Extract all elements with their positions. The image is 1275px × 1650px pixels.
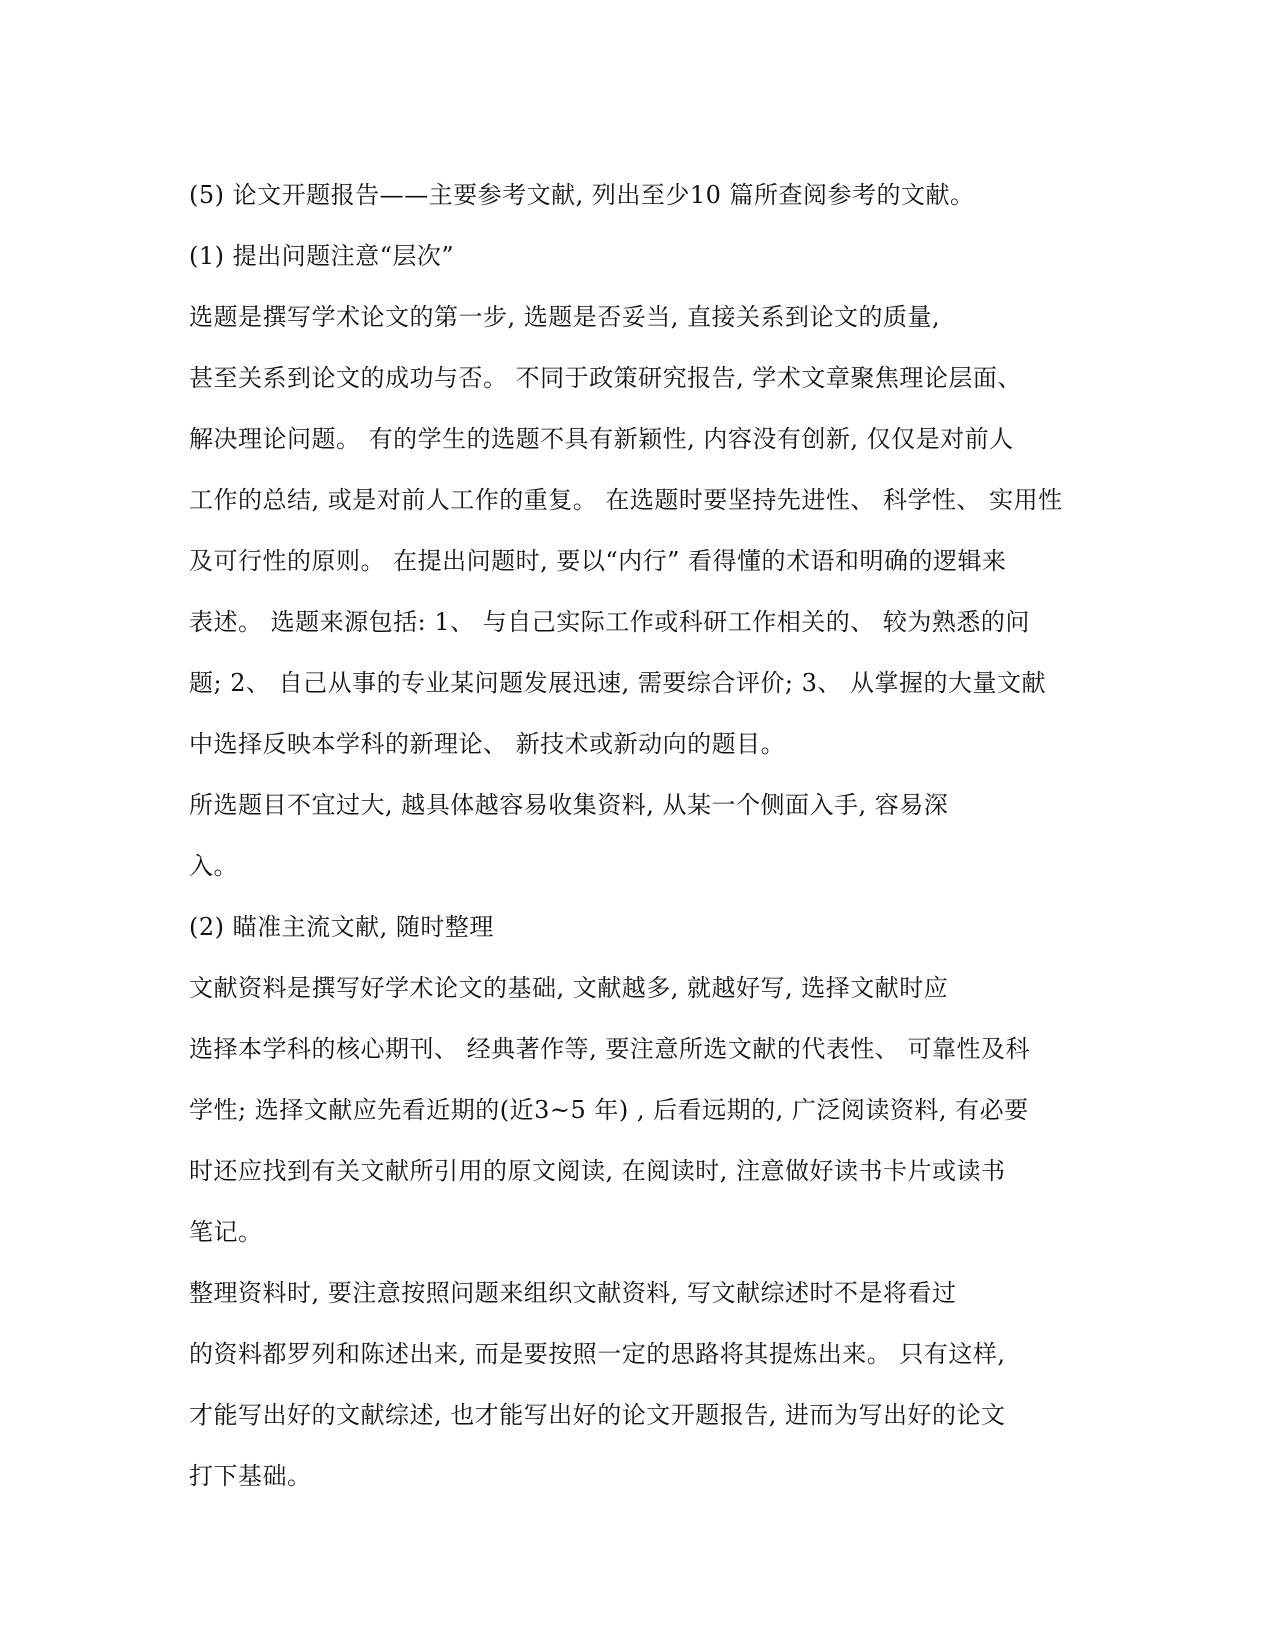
document-body — [189, 175, 1099, 1517]
text-line: 解决理论问题。 有的学生的选题不具有新颖性, 内容没有创新, 仅仅是对前人 — [189, 425, 1014, 453]
text-line: 文献资料是撰写好学术论文的基础, 文献越多, 就越好写, 选择文献时应 — [189, 974, 949, 1002]
text-line: 所选题目不宜过大, 越具体越容易收集资料, 从某一个侧面入手, 容易深 — [189, 791, 949, 819]
text-line: 题; 2、 自己从事的专业某问题发展迅速, 需要综合评价; 3、 从掌握的大量文献 — [189, 669, 1046, 697]
text-line: 选题是撰写学术论文的第一步, 选题是否妥当, 直接关系到论文的质量, — [189, 303, 941, 331]
text-line: 选择本学科的核心期刊、 经典著作等, 要注意所选文献的代表性、 可靠性及科 — [189, 1035, 1031, 1063]
text-line: 时还应找到有关文献所引用的原文阅读, 在阅读时, 注意做好读书卡片或读书 — [189, 1157, 1006, 1185]
text-line: 入。 — [189, 852, 238, 880]
text-line: 表述。 选题来源包括: 1、 与自己实际工作或科研工作相关的、 较为熟悉的问 — [189, 608, 1030, 636]
heading-problem-levels: (1) 提出问题注意“层次” — [189, 242, 455, 270]
text-line: 中选择反映本学科的新理论、 新技术或新动向的题目。 — [189, 730, 786, 758]
text-line: 整理资料时, 要注意按照问题来组织文献资料, 写文献综述时不是将看过 — [189, 1279, 957, 1307]
text-line: 及可行性的原则。 在提出问题时, 要以“内行” 看得懂的术语和明确的逻辑来 — [189, 547, 1007, 575]
heading-mainstream-literature: (2) 瞄准主流文献, 随时整理 — [189, 913, 494, 941]
text-line: 的资料都罗列和陈述出来, 而是要按照一定的思路将其提炼出来。 只有这样, — [189, 1340, 1006, 1368]
text-line: 才能写出好的文献综述, 也才能写出好的论文开题报告, 进而为写出好的论文 — [189, 1401, 1006, 1429]
text-line: 甚至关系到论文的成功与否。 不同于政策研究报告, 学术文章聚焦理论层面、 — [189, 364, 1022, 392]
text-line: 学性; 选择文献应先看近期的(近3~5 年) , 后看远期的, 广泛阅读资料, 有必要 — [189, 1096, 1029, 1124]
text-line: 工作的总结, 或是对前人工作的重复。 在选题时要坚持先进性、 科学性、 实用性 — [189, 486, 1063, 514]
text-line: 打下基础。 — [189, 1462, 312, 1490]
heading-references-requirement: (5) 论文开题报告——主要参考文献, 列出至少10 篇所查阅参考的文献。 — [189, 181, 975, 209]
text-line: 笔记。 — [189, 1218, 263, 1246]
